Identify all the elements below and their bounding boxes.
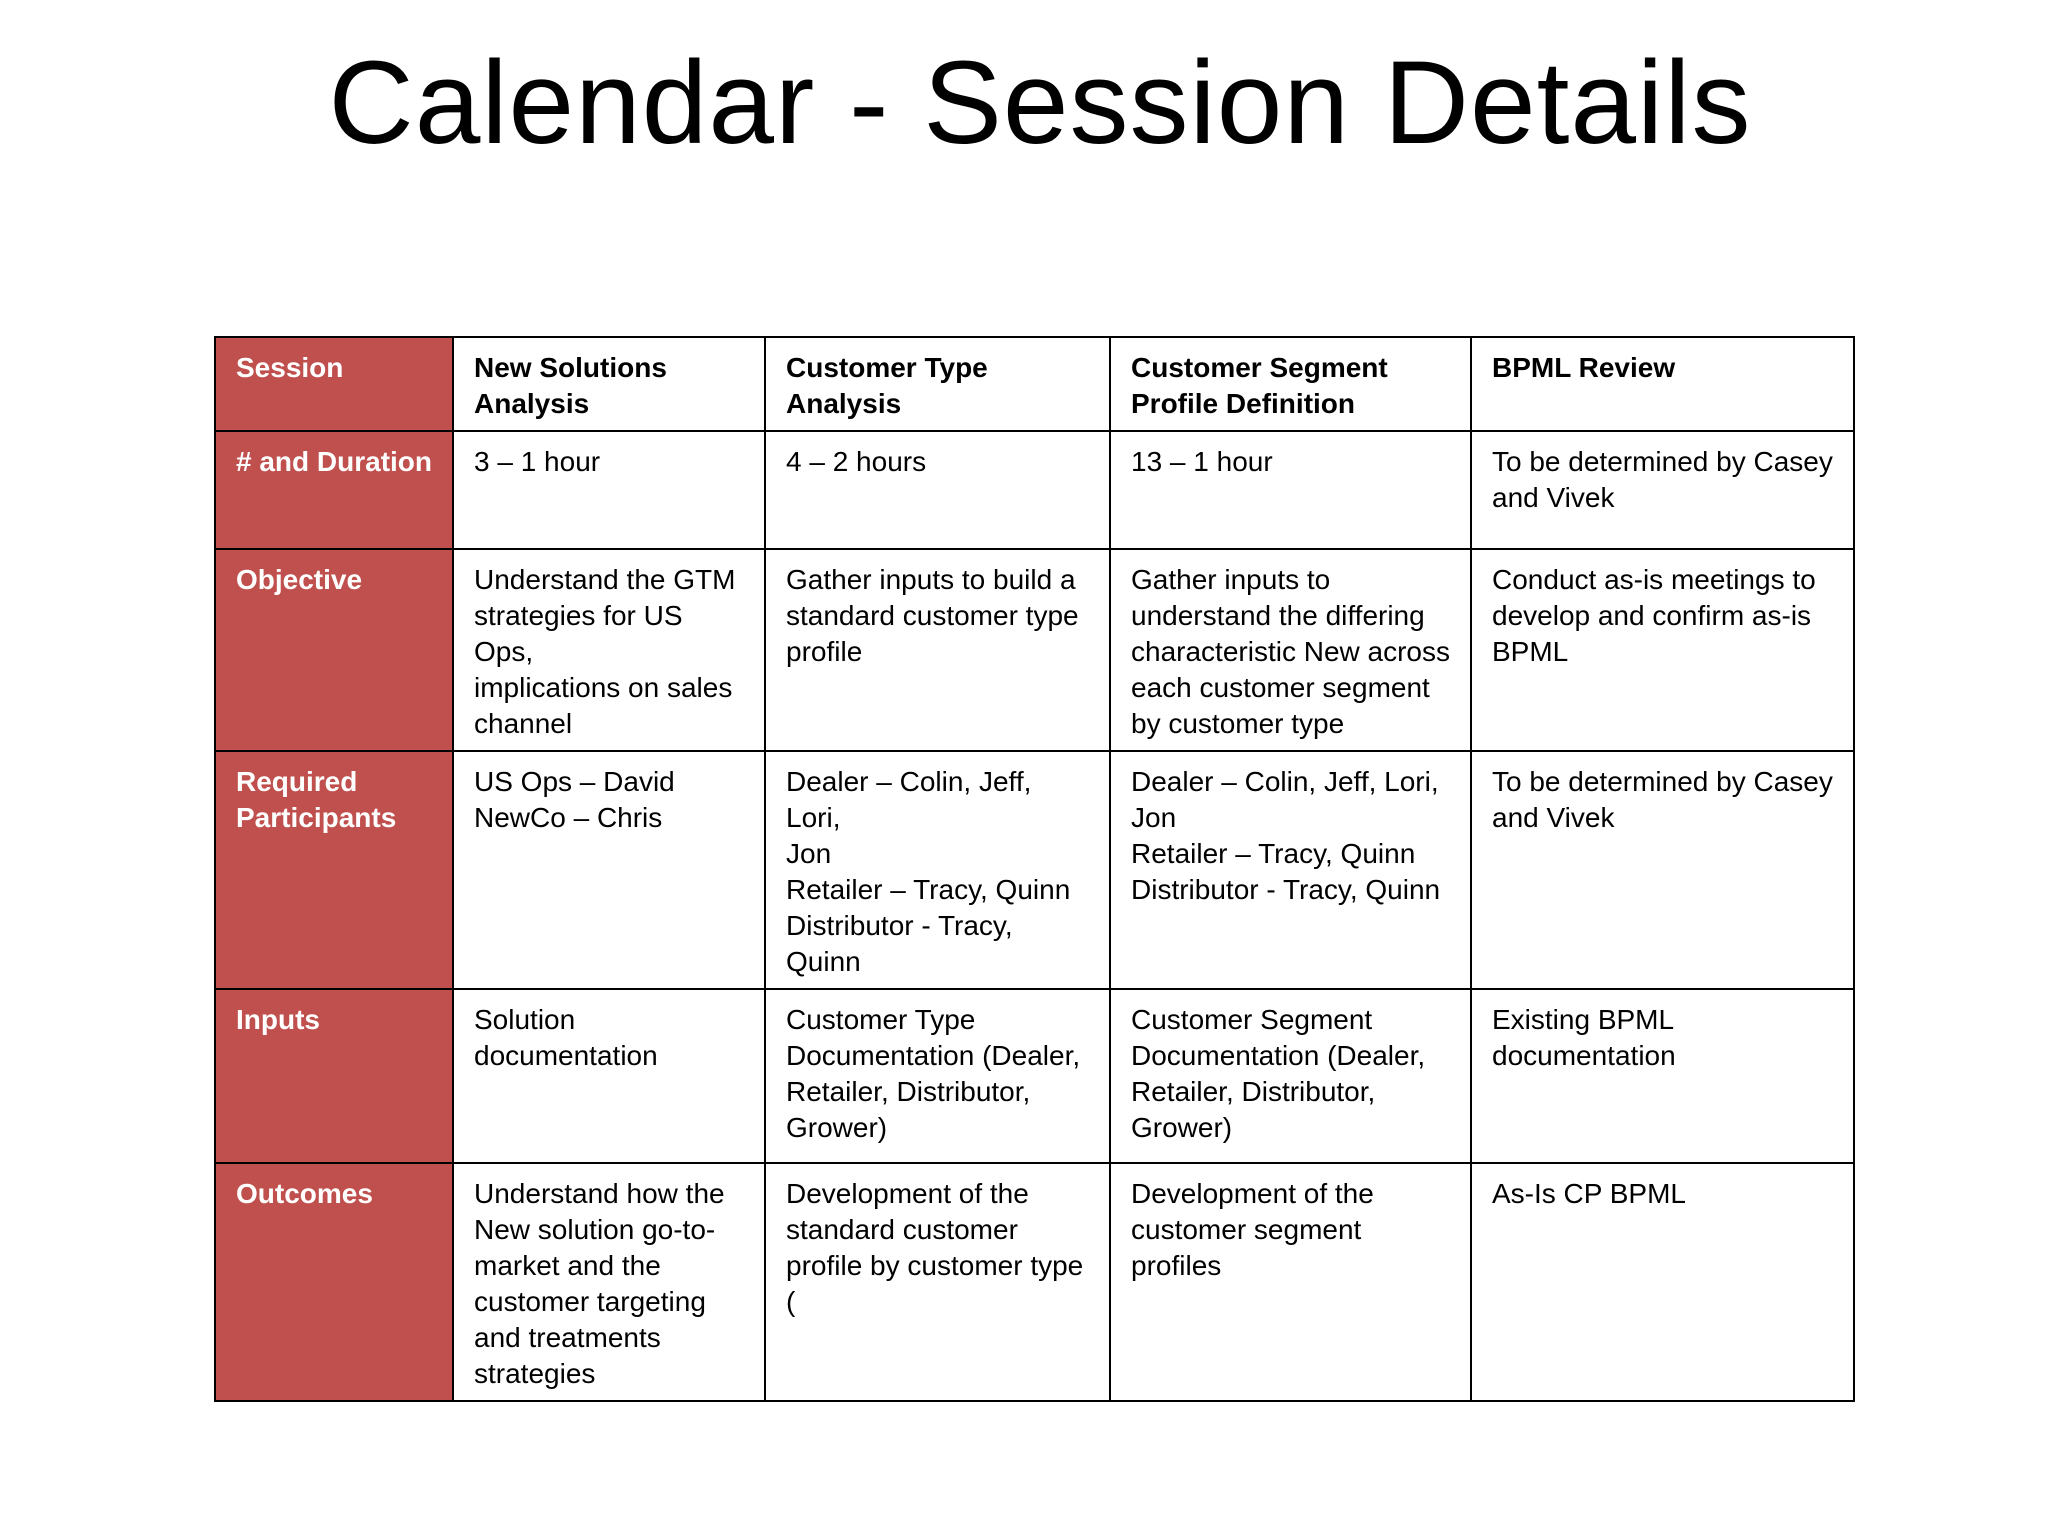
row-label-duration: # and Duration [215,431,453,549]
row-label-objective: Objective [215,549,453,751]
outcomes-cell: Development of the customer segment profiles [1110,1163,1471,1401]
session-name-cell: Customer Segment Profile Definition [1110,337,1471,431]
objective-cell: Gather inputs to build a standard customer type profile [765,549,1110,751]
outcomes-cell: Understand how the New solution go-to- market and the customer targeting and treatments strategies [453,1163,765,1401]
table-row-duration [215,431,1854,549]
objective-cell: Understand the GTM strategies for US Ops, implications on sales channel [453,549,765,751]
participants-cell: Dealer – Colin, Jeff, Lori, Jon Retailer – Tracy, Quinn Distributor - Tracy, Quinn [765,751,1110,989]
objective-cell: Gather inputs to understand the differing characteristic New across each customer segment by customer type [1110,549,1471,751]
table-row-inputs [215,989,1854,1163]
duration-cell: 4 – 2 hours [765,431,1110,549]
participants-cell: To be determined by Casey and Vivek [1471,751,1854,989]
outcomes-cell: As-Is CP BPML [1471,1163,1854,1401]
session-name-cell: Customer Type Analysis [765,337,1110,431]
session-name-cell: BPML Review [1471,337,1854,431]
duration-cell: To be determined by Casey and Vivek [1471,431,1854,549]
table-row-session [215,337,1854,431]
inputs-cell: Solution documentation [453,989,765,1163]
row-label-participants: Required Participants [215,751,453,989]
objective-cell: Conduct as-is meetings to develop and confirm as-is BPML [1471,549,1854,751]
participants-cell: US Ops – David NewCo – Chris [453,751,765,989]
row-label-inputs: Inputs [215,989,453,1163]
duration-cell: 13 – 1 hour [1110,431,1471,549]
session-details-table [214,336,1855,1402]
table-row-outcomes [215,1163,1854,1401]
row-label-outcomes: Outcomes [215,1163,453,1401]
table-row-objective [215,549,1854,751]
inputs-cell: Customer Segment Documentation (Dealer, Retailer, Distributor, Grower) [1110,989,1471,1163]
outcomes-cell: Development of the standard customer profile by customer type ( [765,1163,1110,1401]
table-row-participants [215,751,1854,989]
session-name-cell: New Solutions Analysis [453,337,765,431]
participants-cell: Dealer – Colin, Jeff, Lori, Jon Retailer – Tracy, Quinn Distributor - Tracy, Quinn [1110,751,1471,989]
duration-cell: 3 – 1 hour [453,431,765,549]
slide-title: Calendar - Session Details [328,37,1752,169]
inputs-cell: Customer Type Documentation (Dealer, Retailer, Distributor, Grower) [765,989,1110,1163]
inputs-cell: Existing BPML documentation [1471,989,1854,1163]
row-label-session: Session [215,337,453,431]
